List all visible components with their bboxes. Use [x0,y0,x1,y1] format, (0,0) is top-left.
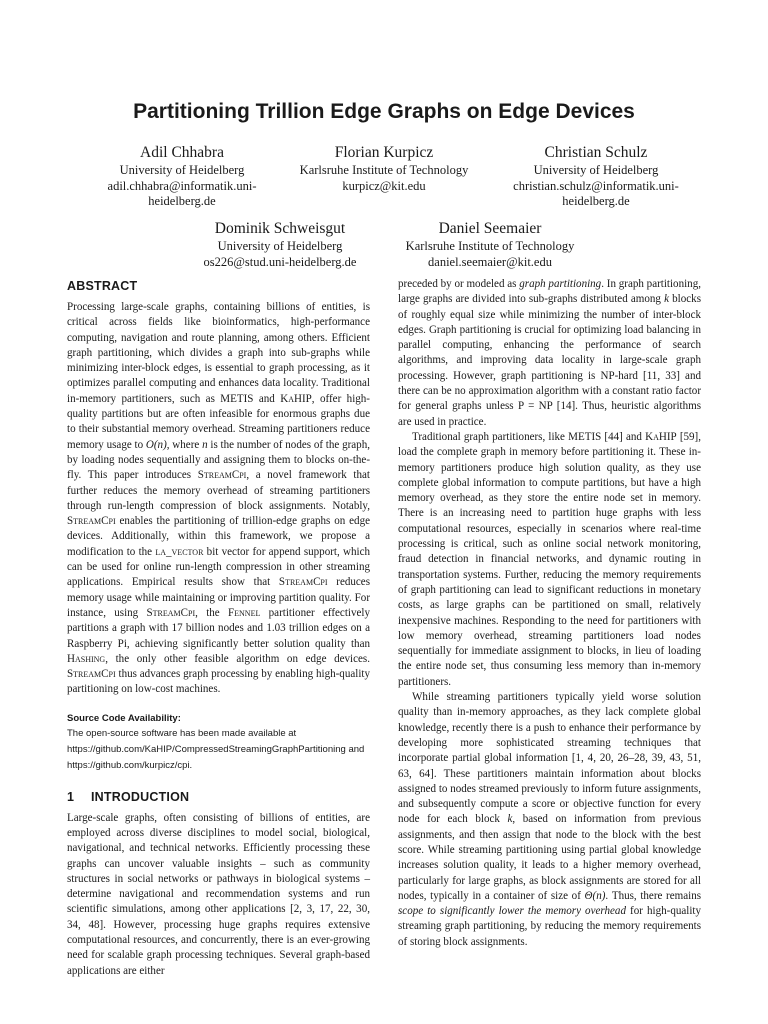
author-affiliation: University of Heidelberg [119,163,245,177]
paper-title: Partitioning Trillion Edge Graphs on Edge Devices [133,100,635,123]
source-code-text: The open-source software has been made available at https://github.com/KaHIP/CompressedStreamingGraphPartitioning and https://github.com/kurpicz/cpi. [67,727,365,772]
paragraph: Traditional graph partitioners, like METIS [44] and KaHIP [59], load the complete graph in memory before partitioning it. These in-memory partitioners produce high solution quality, as they use complete global information to compute partitions, but have a high memory overhead, as they store the entire node set in memory. There is an increasing need to partition huge graphs with less computational resources, especially in scenarios where real-time processing is critical, such as online social network monitoring, fraud detection in financial networks, and dynamic routing in transportation systems. Further, reducing the memory requirements of graph partitioning can lead to significant reductions in monetary costs, as large graphs can be partitioned on small, relatively inexpensive machines. Responding to the need for partitioners with low memory overhead, streaming partitioners load nodes sequentially for immediate assignment to blocks, in lieu of loading the entire node set, thus consuming less memory than in-memory partitioners. [398,430,701,688]
author-block [284,142,484,194]
author-affiliation: University of Heidelberg [533,163,659,177]
introduction-heading [67,789,370,805]
left-column [67,278,370,979]
author-name: Adil Chhabra [140,144,224,161]
author-email: christian.schulz@informatik.uni-heidelberg.de [513,178,679,208]
author-block [496,142,696,210]
author-name: Christian Schulz [544,144,648,161]
source-code-heading: Source Code Availability: [67,712,181,724]
author-block [92,142,272,210]
author-email: kurpicz@kit.edu [342,178,426,193]
paragraph: preceded by or modeled as graph partitioning. In graph partitioning, large graphs are divided into sub-graphs distributed among k blocks of roughly equal size while minimizing the number of inter-block edges. Graph partitioning is crucial for optimizing load balancing in parallel computing, enhancing the performance of search algorithms, and improving data locality in large-scale graph processing. However, graph partitioning is NP-hard [11, 33] and there can be no approximation algorithm with a constant ratio factor for general graphs unless P = NP [14]. Thus, heuristic algorithms are used in practice. [398,278,701,428]
author-name: Daniel Seemaier [438,220,542,237]
paragraph: While streaming partitioners typically yield worse solution quality than in-memory approaches, as they lack complete global knowledge, recently there is a push to enhance their performance by developing more sophisticated streaming techniques that incorporate partial global information [1, 4, 20, 26–28, 39, 43, 51, 63, 64]. These partitioners maintain information about blocks assigned to nodes streamed previously to inform future assignments, and subsequently compute a score or objective function for every node for each block k, based on information from previous assignments, and then assign that node to the block with the best score. While streaming partitioning using partial global knowledge increases solution quality, it leads to a higher memory overhead, particularly for large graphs, as block assignments are stored for all nodes, typically in a container of size of Θ(n). Thus, there remains scope to significantly lower the memory overhead for high-quality streaming graph partitioning, by reducing the memory requirements of storing block assignments. [398,691,702,948]
author-email: os226@stud.uni-heidelberg.de [203,254,357,269]
author-name: Dominik Schweisgut [214,220,346,237]
author-block [390,218,590,270]
abstract-text: Processing large-scale graphs, containing billions of entities, is critical across fields like bioinformatics, high-performance computing, navigation and route planning, among others. Efficient graph partitioning, which divides a graph into sub-graphs while minimizing inter-block edges, is essential to graph processing, as it optimizes parallel computing and enhances data locality. Traditional in-memory partitioners, such as METIS and KaHIP, offer high-quality partitions but are often infeasible for enormous graphs due to their substantial memory overhead. Streaming partitioners reduce memory usage to O(n), where n is the number of nodes of the graph, by loading nodes sequentially and assigning them to blocks on-the-fly. This paper introduces StreamCpi, a novel framework that further reduces the memory overhead of streaming partitioners through run-length compression of block assignments. Notably, StreamCpi enables the partitioning of trillion-edge graphs on edge devices. Additionally, within this framework, we propose a modification to the la_vector bit vector for append support, which can be used for online run-length compression in other streaming applications. Empirical results show that StreamCpi reduces memory usage while maintaining or improving partition quality. For instance, using StreamCpi, the Fennel partitioner effectively partitions a graph with 17 billion nodes and 1.03 trillion edges on a Raspberry Pi, achieving significantly better solution quality than Hashing, the only other feasible algorithm on edge devices. StreamCpi thus advances graph processing by enabling high-quality partitioning on low-cost machines. [67,301,370,696]
section-number: 1 [67,789,75,804]
author-affiliation: Karlsruhe Institute of Technology [405,239,575,253]
author-email: daniel.seemaier@kit.edu [428,254,552,269]
author-email: adil.chhabra@informatik.uni-heidelberg.de [107,178,257,208]
abstract-heading: ABSTRACT [67,279,138,293]
author-affiliation: Karlsruhe Institute of Technology [299,163,469,177]
author-block [190,218,370,270]
introduction-text: Large-scale graphs, often consisting of billions of entities, are employed across diverse disciplines to model social, biological, navigational, and technical networks. Efficiently processing these graphs can uncover valuable insights – such as community structures in social networks or pathways in biological systems – determine navigational and recommendation systems and run scientific simulations, among other applications [2, 3, 17, 22, 30, 34, 48]. However, processing huge graphs requires extensive computational resources, and concurrently, there is an ever-growing need for scalable graph processing techniques. Several graph-based applications are either [67,811,370,977]
right-column [398,277,701,950]
section-title: INTRODUCTION [91,789,190,804]
author-affiliation: University of Heidelberg [217,239,343,253]
author-name: Florian Kurpicz [334,144,434,161]
